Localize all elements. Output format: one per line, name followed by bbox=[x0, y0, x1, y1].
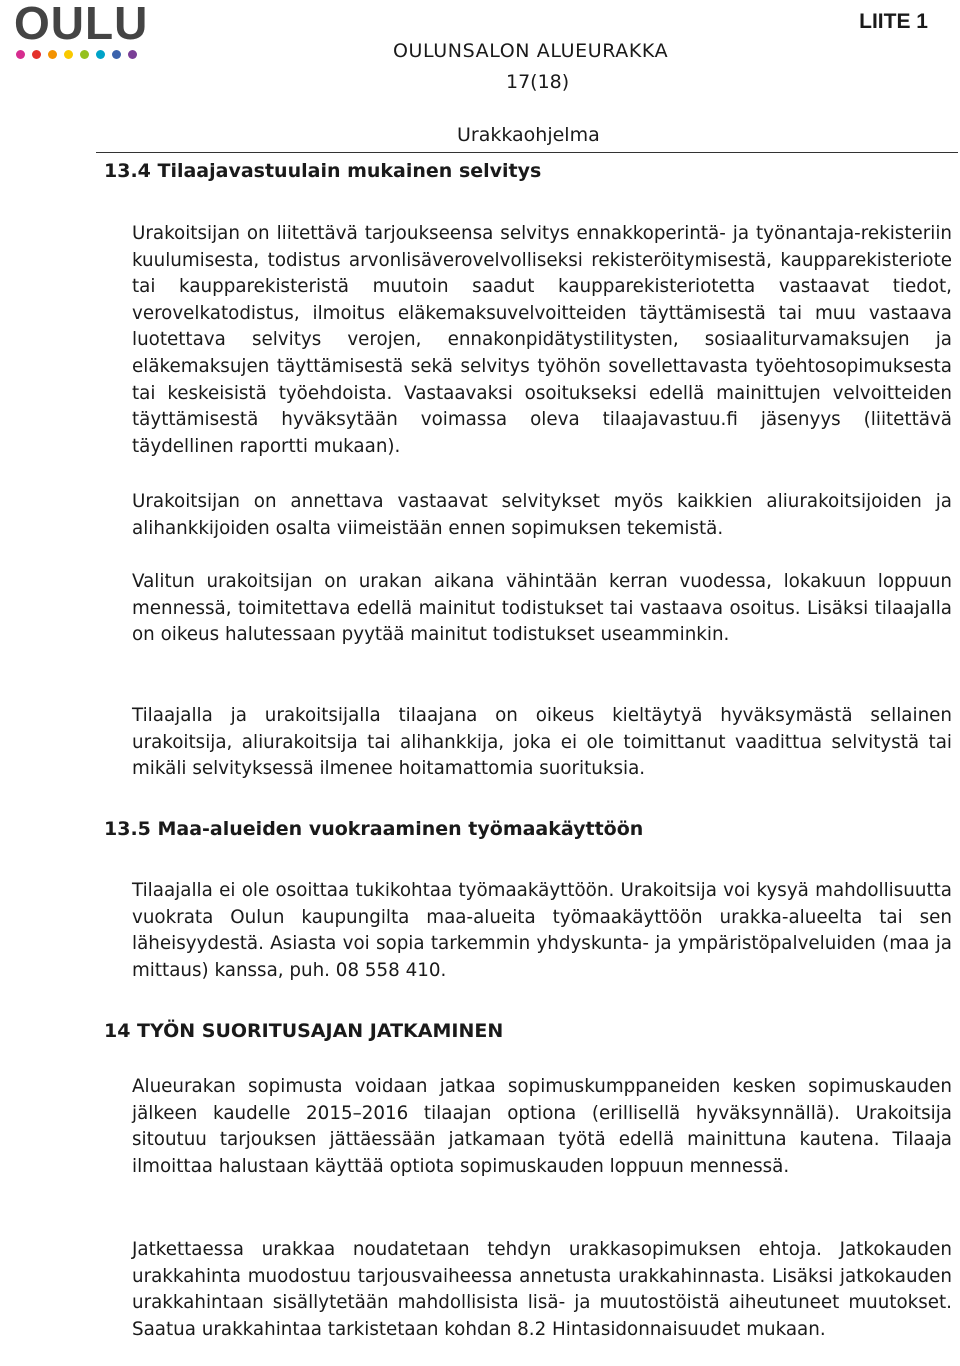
logo-dot bbox=[16, 50, 25, 59]
page-number: 17(18) bbox=[506, 71, 570, 93]
paragraph: Valitun urakoitsijan on urakan aikana vähintään kerran vuodessa, lokakuun loppuun mennessä, toimitettava edellä mainitut todistukset tai vastaava osoitus. Lisäksi tilaajalla on oikeus halutessaan pyytää mainitut todistukset useamminkin. bbox=[132, 571, 952, 646]
paragraph: Urakoitsijan on annettava vastaavat selvitykset myös kaikkien aliurakoitsijoiden ja alihankkijoiden osalta viimeistään ennen sopimuksen tekemistä. bbox=[132, 491, 952, 539]
oulu-logo bbox=[14, 0, 148, 59]
logo-wordmark: OULU bbox=[14, 0, 149, 49]
logo-dot bbox=[80, 50, 89, 59]
header-divider bbox=[96, 152, 958, 153]
section-heading-13-5: 13.5 Maa-alueiden vuokraaminen työmaakäyttöön bbox=[104, 818, 644, 840]
section-heading-13-4: 13.4 Tilaajavastuulain mukainen selvitys bbox=[104, 160, 542, 182]
document-type: Urakkaohjelma bbox=[457, 124, 600, 146]
logo-dots bbox=[16, 50, 148, 59]
paragraph: Tilaajalla ja urakoitsijalla tilaajana on oikeus kieltäytyä hyväksymästä sellainen urakoitsija, aliurakoitsija tai alihankkija, joka ei ole toimittanut vaadittua selvitystä tai mikäli selvityksessä ilmenee hoitamattomia suorituksia. bbox=[132, 705, 952, 780]
logo-dot bbox=[48, 50, 57, 59]
section-heading-14: 14 TYÖN SUORITUSAJAN JATKAMINEN bbox=[104, 1020, 504, 1042]
paragraph: Urakoitsijan on liitettävä tarjoukseensa selvitys ennakkoperintä- ja työnantaja-rekisteriin kuulumisesta, todistus arvonlisäverovelvolliseksi rekisteröitymisestä, kaupparekisteriote tai kaupparekisteristä muutoin saadut kaupparekisteriotetta vastaavat tiedot, verovelkatodistus, ilmoitus eläkemaksuvelvoitteiden täyttämisestä tai muu vastaava luotettava selvitys verojen, ennakonpidätystilitysten, sosiaaliturvamaksujen ja eläkemaksujen täyttämisestä sekä selvitys työhön sovellettavasta työehtosopimuksesta tai keskeisistä työehdoista. Vastaavaksi osoitukseksi edellä mainittujen velvoitteiden täyttämisestä hyväksytään voimassa oleva tilaajavastuu.fi jäsenyys (liitettävä täydellinen raportti mukaan). bbox=[132, 223, 952, 457]
appendix-label: LIITE 1 bbox=[859, 10, 928, 33]
logo-dot bbox=[96, 50, 105, 59]
logo-dot bbox=[112, 50, 121, 59]
paragraph: Jatkettaessa urakkaa noudatetaan tehdyn urakkasopimuksen ehtoja. Jatkokauden urakkahinta muodostuu tarjousvaiheessa annetusta urakkahinnasta. Lisäksi jatkokauden urakkahintaan sisällytetään mahdollisista lisä- ja muutostöistä aiheutuneet muutokset. Saatua urakkahintaa tarkistetaan kohdan 8.2 Hintasidonnaisuudet mukaan. bbox=[132, 1239, 952, 1340]
logo-dot bbox=[128, 50, 137, 59]
paragraph: Alueurakan sopimusta voidaan jatkaa sopimuskumppaneiden kesken sopimuskauden jälkeen kaudelle 2015–2016 tilaajan optiona (erillisellä hyväksynnällä). Urakoitsija sitoutuu tarjouksen jättäessään jatkamaan työtä edellä mainittuna kautena. Tilaaja ilmoittaa halustaan käyttää optiota sopimuskauden loppuun mennessä. bbox=[132, 1076, 952, 1177]
logo-dot bbox=[64, 50, 73, 59]
logo-dot bbox=[32, 50, 41, 59]
paragraph: Tilaajalla ei ole osoittaa tukikohtaa työmaakäyttöön. Urakoitsija voi kysyä mahdollisuutta vuokrata Oulun kaupungilta maa-alueita työmaakäyttöön urakka-alueelta tai sen läheisyydestä. Asiasta voi sopia tarkemmin yhdyskunta- ja ympäristöpalveluiden (maa ja mittaus) kanssa, puh. 08 558 410. bbox=[132, 880, 952, 981]
document-title: OULUNSALON ALUEURAKKA bbox=[393, 40, 669, 62]
